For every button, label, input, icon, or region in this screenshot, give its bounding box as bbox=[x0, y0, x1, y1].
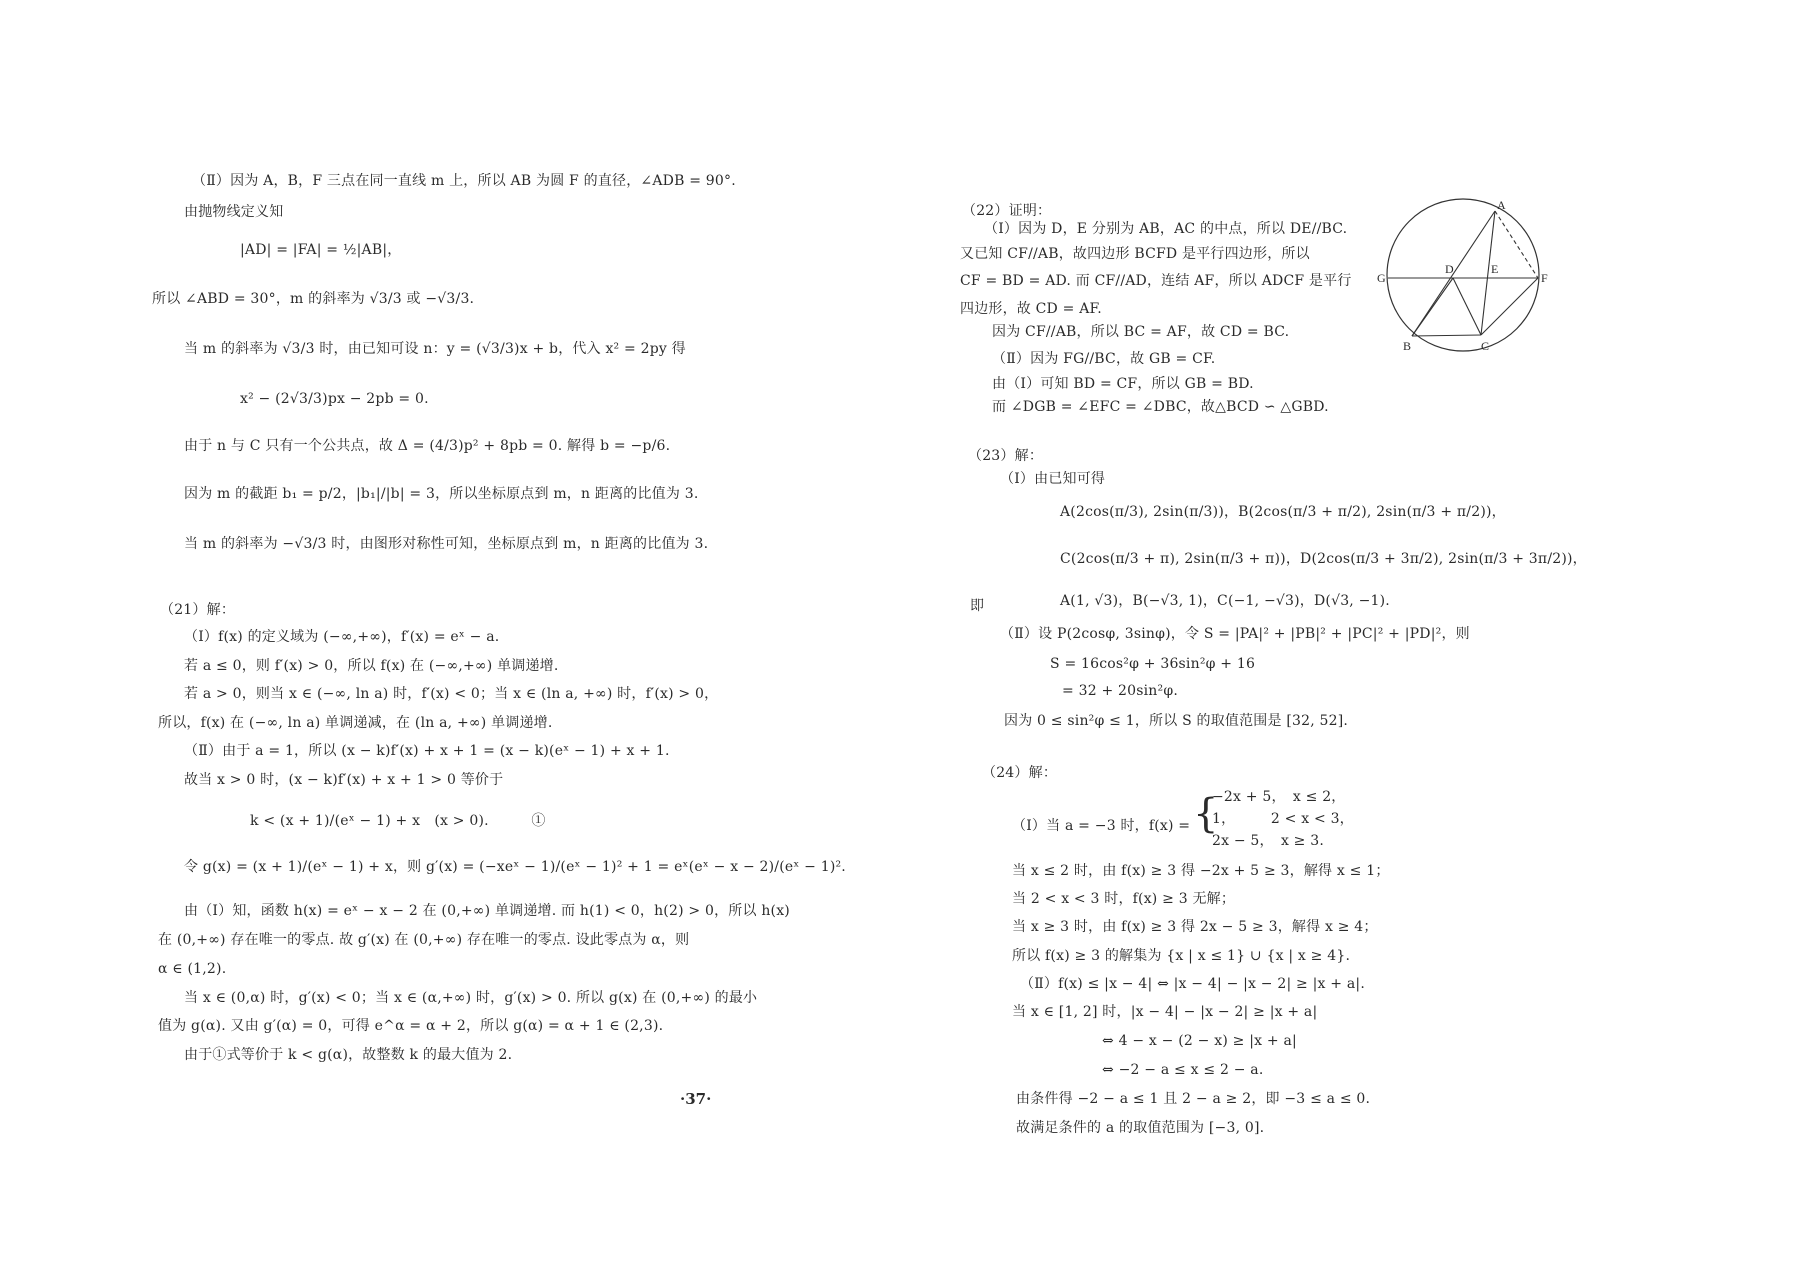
text-line: 由（Ⅰ）可知 BD = CF，所以 GB = BD. bbox=[992, 376, 1254, 392]
equation-line: k < (x + 1)/(eˣ − 1) + x (x > 0). ① bbox=[250, 813, 546, 829]
text-line: 因为 m 的截距 b₁ = p/2，|b₁|/|b| = 3，所以坐标原点到 m，n 距离的比值为 3. bbox=[184, 486, 699, 502]
text-line: 又已知 CF//AB，故四边形 BCFD 是平行四边形，所以 bbox=[960, 246, 1310, 262]
text-line: 由于①式等价于 k < g(α)，故整数 k 的最大值为 2. bbox=[184, 1047, 513, 1063]
text-line: 当 x ≥ 3 时，由 f(x) ≥ 3 得 2x − 5 ≥ 3，解得 x ≥ 4； bbox=[1012, 919, 1378, 935]
text-line: 当 m 的斜率为 −√3/3 时，由图形对称性可知，坐标原点到 m，n 距离的比值为 3. bbox=[184, 536, 709, 552]
text-line: 令 g(x) = (x + 1)/(eˣ − 1) + x，则 g′(x) = (−xeˣ − 1)/(eˣ − 1)² + 1 = eˣ(eˣ − x − 2)/(eˣ − 1)². bbox=[184, 859, 846, 875]
text-line: 在 (0,+∞) 存在唯一的零点. 故 g′(x) 在 (0,+∞) 存在唯一的零点. 设此零点为 α，则 bbox=[158, 932, 690, 948]
text-line: 四边形，故 CD = AF. bbox=[960, 301, 1102, 317]
page-number: ·37· bbox=[680, 1090, 712, 1108]
label-d: D bbox=[1445, 262, 1454, 276]
label-f: F bbox=[1541, 271, 1548, 285]
text-line: 当 x ∈ (0,α) 时，g′(x) < 0；当 x ∈ (α,+∞) 时，g′(x) > 0. 所以 g(x) 在 (0,+∞) 的最小 bbox=[184, 990, 758, 1006]
case-line: 1， 2 < x < 3， bbox=[1212, 811, 1354, 827]
segment-bd bbox=[1412, 278, 1453, 336]
problem-heading: （23）解： bbox=[968, 448, 1044, 464]
brace-icon: { bbox=[1193, 791, 1219, 837]
segment-bc bbox=[1412, 335, 1481, 336]
segment-cf bbox=[1481, 278, 1538, 335]
text-line: α ∈ (1,2). bbox=[158, 961, 227, 977]
equation-line: A(2cos(π/3), 2sin(π/3))，B(2cos(π/3 + π/2), 2sin(π/3 + π/2))， bbox=[1060, 504, 1506, 520]
label-b: B bbox=[1403, 339, 1412, 353]
text-line: 所以，f(x) 在 (−∞, ln a) 单调递减，在 (ln a, +∞) 单调递增. bbox=[158, 715, 553, 731]
problem-heading: （21）解： bbox=[160, 602, 236, 618]
label-a: A bbox=[1497, 198, 1506, 212]
text-line: 当 x ≤ 2 时，由 f(x) ≥ 3 得 −2x + 5 ≥ 3，解得 x ≤ 1； bbox=[1012, 863, 1390, 879]
text-line: （Ⅱ）由于 a = 1，所以 (x − k)f′(x) + x + 1 = (x − k)(eˣ − 1) + x + 1. bbox=[184, 743, 670, 759]
text-line: （Ⅰ）由已知可得 bbox=[1000, 471, 1106, 487]
equation-line: ⇔ 4 − x − (2 − x) ≥ |x + a| bbox=[1102, 1033, 1297, 1049]
text-line: （Ⅱ）设 P(2cosφ, 3sinφ)，令 S = |PA|² + |PB|² + |PC|² + |PD|²，则 bbox=[1000, 626, 1470, 642]
text-line: 当 x ∈ [1, 2] 时，|x − 4| − |x − 2| ≥ |x + a| bbox=[1012, 1004, 1318, 1020]
text-line: 若 a > 0，则当 x ∈ (−∞, ln a) 时，f′(x) < 0；当 x ∈ (ln a, +∞) 时，f′(x) > 0， bbox=[184, 686, 719, 702]
equation-line: C(2cos(π/3 + π), 2sin(π/3 + π))，D(2cos(π/3 + 3π/2), 2sin(π/3 + 3π/2))， bbox=[1060, 551, 1587, 567]
text-line: （Ⅱ）f(x) ≤ |x − 4| ⇔ |x − 4| − |x − 2| ≥ |x + a|. bbox=[1020, 976, 1365, 992]
text-line: 因为 0 ≤ sin²φ ≤ 1，所以 S 的取值范围是 [32, 52]. bbox=[1004, 713, 1349, 729]
text-line: 故当 x > 0 时，(x − k)f′(x) + x + 1 > 0 等价于 bbox=[184, 772, 504, 788]
text-line: 而 ∠DGB = ∠EFC = ∠DBC，故△BCD ∽ △GBD. bbox=[992, 399, 1329, 415]
case-line: −2x + 5， x ≤ 2， bbox=[1212, 789, 1346, 805]
label-g: G bbox=[1377, 271, 1386, 285]
label-c: C bbox=[1481, 339, 1490, 353]
text-line: 由（Ⅰ）知，函数 h(x) = eˣ − x − 2 在 (0,+∞) 单调递增. 而 h(1) < 0，h(2) > 0，所以 h(x) bbox=[184, 903, 790, 919]
text-line: （Ⅰ）当 a = −3 时，f(x) = bbox=[1012, 818, 1191, 834]
text-line: 若 a ≤ 0，则 f′(x) > 0，所以 f(x) 在 (−∞,+∞) 单调递增. bbox=[184, 658, 559, 674]
right-page bbox=[950, 0, 1587, 1286]
label-e: E bbox=[1491, 262, 1499, 276]
equation-line: |AD| = |FA| = ½|AB|， bbox=[240, 242, 402, 258]
circle-geometry-figure bbox=[1375, 195, 1555, 355]
circumcircle bbox=[1387, 199, 1539, 351]
segment-dc bbox=[1453, 278, 1481, 335]
equation-line: ⇔ −2 − a ≤ x ≤ 2 − a. bbox=[1102, 1062, 1264, 1078]
text-line: 由于 n 与 C 只有一个公共点，故 Δ = (4/3)p² + 8pb = 0. 解得 b = −p/6. bbox=[184, 438, 671, 454]
text-line: 所以 ∠ABD = 30°，m 的斜率为 √3/3 或 −√3/3. bbox=[152, 291, 475, 307]
text-line: 所以 f(x) ≥ 3 的解集为 {x | x ≤ 1} ∪ {x | x ≥ 4}. bbox=[1012, 948, 1351, 964]
problem-heading: （24）解： bbox=[982, 765, 1058, 781]
text-line: 当 m 的斜率为 √3/3 时，由已知可设 n：y = (√3/3)x + b，代入 x² = 2py 得 bbox=[184, 341, 686, 357]
text-line: 故满足条件的 a 的取值范围为 [−3, 0]. bbox=[1016, 1120, 1265, 1136]
equation-line: x² − (2√3/3)px − 2pb = 0. bbox=[240, 391, 429, 407]
left-page bbox=[150, 0, 846, 1286]
text-line: CF = BD = AD. 而 CF//AD，连结 AF，所以 ADCF 是平行 bbox=[960, 273, 1352, 289]
text-line: 即 bbox=[970, 598, 985, 614]
text-line: 因为 CF//AB，所以 BC = AF，故 CD = BC. bbox=[992, 324, 1290, 340]
text-line: 值为 g(α). 又由 g′(α) = 0，可得 e^α = α + 2，所以 g(α) = α + 1 ∈ (2,3). bbox=[158, 1018, 664, 1034]
text-line: （Ⅰ）f(x) 的定义域为 (−∞,+∞)，f′(x) = eˣ − a. bbox=[184, 629, 500, 645]
equation-line: A(1, √3)，B(−√3, 1)，C(−1, −√3)，D(√3, −1). bbox=[1060, 593, 1390, 609]
equation-line: S = 16cos²φ + 36sin²φ + 16 bbox=[1050, 656, 1256, 672]
text-line: （Ⅱ）因为 A，B，F 三点在同一直线 m 上，所以 AB 为圆 F 的直径，∠ADB = 90°. bbox=[192, 173, 736, 189]
text-line: 由条件得 −2 − a ≤ 1 且 2 − a ≥ 2，即 −3 ≤ a ≤ 0. bbox=[1016, 1091, 1371, 1107]
text-line: （Ⅱ）因为 FG//BC，故 GB = CF. bbox=[992, 351, 1216, 367]
equation-line: = 32 + 20sin²φ. bbox=[1062, 683, 1178, 699]
case-line: 2x − 5， x ≥ 3. bbox=[1212, 833, 1325, 849]
text-line: 由抛物线定义知 bbox=[184, 204, 284, 220]
problem-heading: （22）证明： bbox=[962, 203, 1052, 219]
text-line: 当 2 < x < 3 时，f(x) ≥ 3 无解； bbox=[1012, 891, 1236, 907]
text-line: （Ⅰ）因为 D，E 分别为 AB，AC 的中点，所以 DE//BC. bbox=[984, 221, 1348, 237]
